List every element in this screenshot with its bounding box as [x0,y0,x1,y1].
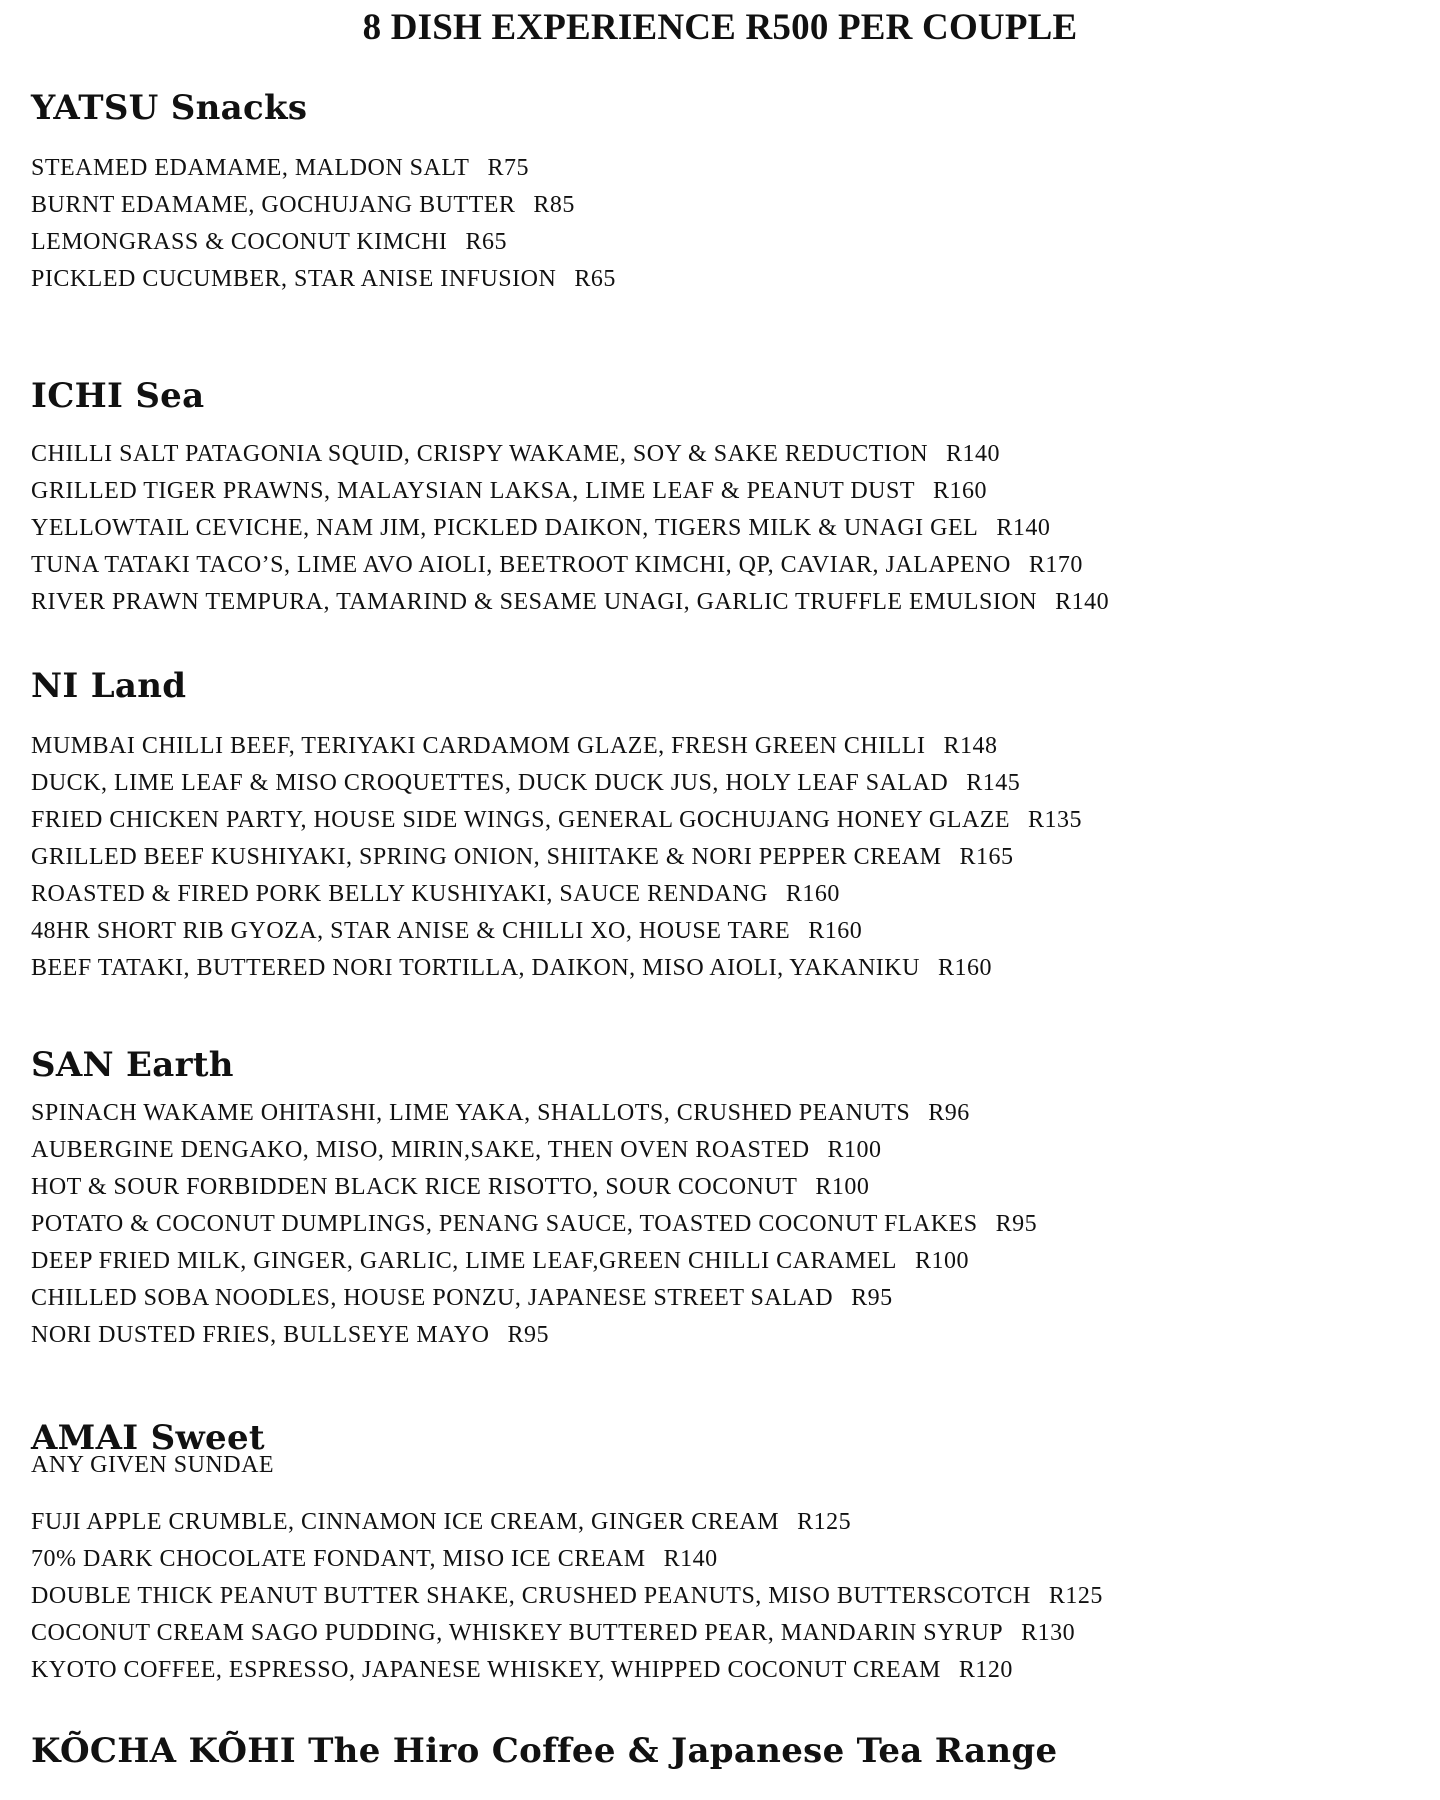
dish-price: R85 [533,192,575,218]
dish-price: R130 [1021,1620,1076,1646]
dish-name: SPINACH WAKAME OHITASHI, LIME YAKA, SHALLOTS, CRUSHED PEANUTS [31,1100,911,1126]
dish-price: R95 [995,1211,1038,1237]
menu-item-list [31,150,1421,298]
menu-item [31,1541,1421,1578]
section-amai-sweet [31,1418,1421,1689]
section-kocha-kohi [31,1731,1421,1771]
menu-item [31,728,1421,765]
dish-name: BURNT EDAMAME, GOCHUJANG BUTTER [31,192,516,218]
dish-price: R135 [1028,807,1083,833]
menu-item-list [31,728,1421,987]
dish-price: R140 [996,515,1051,541]
menu-item [31,1169,1421,1206]
dish-price: R100 [815,1174,870,1200]
dish-name: POTATO & COCONUT DUMPLINGS, PENANG SAUCE, TOASTED COCONUT FLAKES [31,1211,978,1237]
menu-item [31,913,1421,950]
menu-item [31,950,1421,987]
dish-price: R165 [959,844,1014,870]
dish-name: PICKLED CUCUMBER, STAR ANISE INFUSION [31,266,557,292]
section-heading: NI Land [31,666,187,706]
dish-name: TUNA TATAKI TACO’S, LIME AVO AIOLI, BEETROOT KIMCHI, QP, CAVIAR, JALAPENO [31,552,1011,578]
dish-name: 70% DARK CHOCOLATE FONDANT, MISO ICE CREAM [31,1546,646,1572]
dish-price: R100 [827,1137,882,1163]
menu-item-list [31,1095,1421,1354]
menu-item [31,1243,1421,1280]
dish-price: R140 [946,441,1001,467]
dish-name: STEAMED EDAMAME, MALDON SALT [31,155,470,181]
section-san-earth [31,1045,1421,1354]
menu-item [31,802,1421,839]
dish-price: R148 [943,733,998,759]
menu-item [31,839,1421,876]
dish-name: FUJI APPLE CRUMBLE, CINNAMON ICE CREAM, GINGER CREAM [31,1509,780,1535]
dish-price: R100 [914,1248,969,1274]
section-ni-land [31,666,1421,987]
dish-price: R140 [663,1546,718,1572]
dish-name: RIVER PRAWN TEMPURA, TAMARIND & SESAME UNAGI, GARLIC TRUFFLE EMULSION [31,589,1038,615]
dish-price: R125 [1048,1583,1103,1609]
section-yatsu-snacks [31,88,1421,298]
dish-price: R170 [1028,552,1083,578]
menu-item [31,224,1421,261]
menu-title: 8 DISH EXPERIENCE R500 PER COUPLE [362,7,1078,48]
dish-name: CHILLED SOBA NOODLES, HOUSE PONZU, JAPANESE STREET SALAD [31,1285,834,1311]
dish-name: ROASTED & FIRED PORK BELLY KUSHIYAKI, SAUCE RENDANG [31,881,768,907]
menu-item [31,1652,1421,1689]
dish-name: MUMBAI CHILLI BEEF, TERIYAKI CARDAMOM GLAZE, FRESH GREEN CHILLI [31,733,926,759]
menu-item [31,187,1421,224]
dish-name: AUBERGINE DENGAKO, MISO, MIRIN,SAKE, THEN OVEN ROASTED [31,1137,810,1163]
dish-name: NORI DUSTED FRIES, BULLSEYE MAYO [31,1322,490,1348]
menu-item [31,436,1421,473]
dish-name: YELLOWTAIL CEVICHE, NAM JIM, PICKLED DAIKON, TIGERS MILK & UNAGI GEL [31,515,979,541]
dish-price: R120 [958,1657,1013,1683]
menu-item [31,1206,1421,1243]
menu-item [31,510,1421,547]
dish-name: FRIED CHICKEN PARTY, HOUSE SIDE WINGS, GENERAL GOCHUJANG HONEY GLAZE [31,807,1011,833]
dish-name: COCONUT CREAM SAGO PUDDING, WHISKEY BUTTERED PEAR, MANDARIN SYRUP [31,1620,1004,1646]
menu-item-list [31,1504,1421,1689]
menu-item [31,1578,1421,1615]
dish-price: R140 [1055,589,1110,615]
dish-price: R65 [574,266,616,292]
menu-item [31,473,1421,510]
dish-name: DOUBLE THICK PEANUT BUTTER SHAKE, CRUSHED PEANUTS, MISO BUTTERSCOTCH [31,1583,1031,1609]
dish-name: KYOTO COFFEE, ESPRESSO, JAPANESE WHISKEY, WHIPPED COCONUT CREAM [31,1657,941,1683]
dish-price: R95 [851,1285,893,1311]
dish-price: R75 [487,155,529,181]
dish-price: R96 [928,1100,970,1126]
section-heading: SAN Earth [31,1045,234,1085]
dish-name: HOT & SOUR FORBIDDEN BLACK RICE RISOTTO, SOUR COCONUT [31,1174,798,1200]
dish-name: GRILLED TIGER PRAWNS, MALAYSIAN LAKSA, LIME LEAF & PEANUT DUST [31,478,915,504]
dish-name: DUCK, LIME LEAF & MISO CROQUETTES, DUCK DUCK JUS, HOLY LEAF SALAD [31,770,949,796]
dish-name: BEEF TATAKI, BUTTERED NORI TORTILLA, DAIKON, MISO AIOLI, YAKANIKU [31,955,920,981]
menu-item [31,584,1421,621]
dish-price: R160 [785,881,840,907]
dish-name: DEEP FRIED MILK, GINGER, GARLIC, LIME LEAF,GREEN CHILLI CARAMEL [31,1248,897,1274]
menu-item [31,876,1421,913]
dish-price: R95 [507,1322,549,1348]
dish-price: R160 [937,955,992,981]
dish-name: GRILLED BEEF KUSHIYAKI, SPRING ONION, SHIITAKE & NORI PEPPER CREAM [31,844,942,870]
section-heading: YATSU Snacks [31,88,308,128]
menu-item [31,1615,1421,1652]
dish-price: R160 [808,918,863,944]
dish-price: R65 [465,229,507,255]
dish-name: 48HR SHORT RIB GYOZA, STAR ANISE & CHILLI XO, HOUSE TARE [31,918,791,944]
menu-item [31,1317,1421,1354]
menu-item [31,547,1421,584]
menu-item [31,261,1421,298]
menu-item [31,1132,1421,1169]
section-ichi-sea [31,376,1421,621]
menu-item-list [31,436,1421,621]
section-heading: ICHI Sea [31,376,205,416]
menu-item [31,1280,1421,1317]
dish-price: R145 [966,770,1021,796]
menu-item [31,765,1421,802]
section-heading: KÕCHA KÕHI The Hiro Coffee & Japanese Tea Range [31,1731,1058,1771]
dish-name: CHILLI SALT PATAGONIA SQUID, CRISPY WAKAME, SOY & SAKE REDUCTION [31,441,929,467]
dish-price: R160 [932,478,987,504]
menu-item [31,1504,1421,1541]
section-subheading: ANY GIVEN SUNDAE [31,1452,275,1478]
dish-price: R125 [797,1509,852,1535]
dish-name: LEMONGRASS & COCONUT KIMCHI [31,229,448,255]
section-heading: AMAI Sweet [31,1418,265,1458]
menu-item [31,150,1421,187]
menu-item [31,1095,1421,1132]
